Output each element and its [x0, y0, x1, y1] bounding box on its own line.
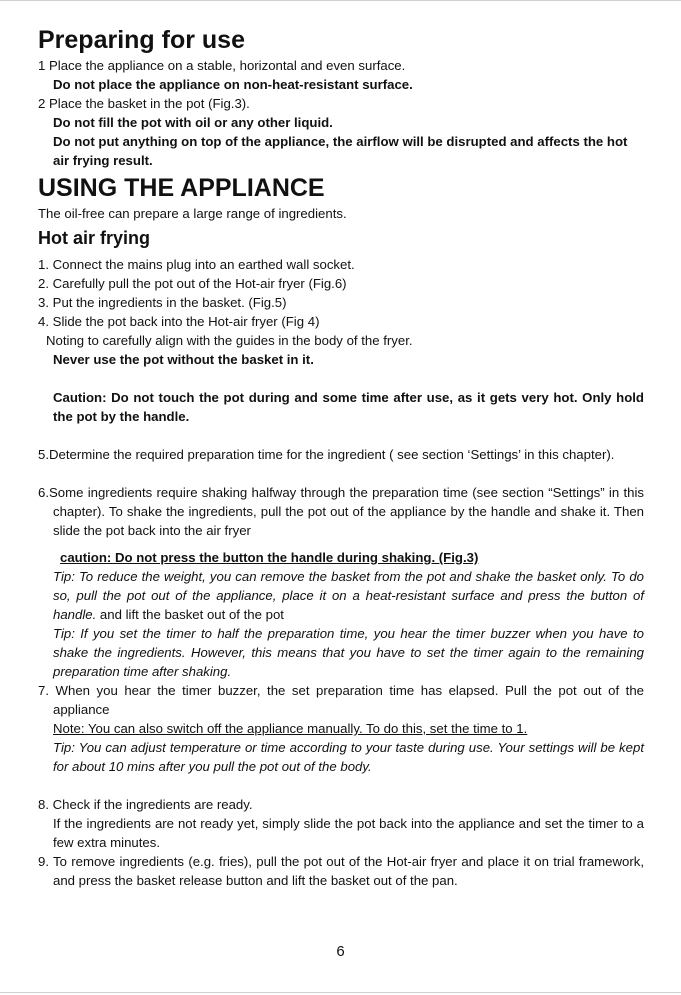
- tip-reduce-weight: [38, 567, 644, 624]
- prep-step-2: 2 Place the basket in the pot (Fig.3).: [38, 96, 250, 111]
- tip-reduce-weight-rest: and lift the basket out of the pot: [96, 607, 284, 622]
- page-top-border: [0, 0, 681, 1]
- step-4: 4. Slide the pot back into the Hot-air fryer (Fig 4): [38, 314, 320, 329]
- intro-text: The oil-free can prepare a large range of ingredients.: [38, 206, 347, 221]
- tip-reduce-weight-italic: Tip: To reduce the weight, you can remove the basket from the pot and shake the basket only. To do so, pull the pot out of the appliance, place it on a heat-resistant surface and press the button of handle.: [53, 569, 644, 622]
- step-2: 2. Carefully pull the pot out of the Hot-air fryer (Fig.6): [38, 276, 347, 291]
- tip-timer-half: Tip: If you set the timer to half the preparation time, you hear the timer buzzer when you have to shake the ingredients. However, this means that you have to set the timer again to the remaining preparation time after shaking.: [53, 626, 644, 679]
- step-5: 5.Determine the required preparation time for the ingredient ( see section ‘Settings’ in this chapter).: [38, 447, 615, 462]
- step-9: 9. To remove ingredients (e.g. fries), pull the pot out of the Hot-air fryer and place it on trial framework, and press the basket release button and lift the basket out of the pan.: [38, 854, 644, 888]
- spacer: [38, 426, 644, 445]
- step-7: 7. When you hear the timer buzzer, the set preparation time has elapsed. Pull the pot out of the appliance: [38, 683, 644, 717]
- heading-hot-air-frying: Hot air frying: [38, 228, 151, 248]
- page-bottom-border: [0, 992, 681, 993]
- step-4-warning: Never use the pot without the basket in it.: [53, 352, 314, 367]
- spacer: [38, 540, 644, 548]
- prep-step-2-warning-2: Do not put anything on top of the appliance, the airflow will be disrupted and affects the hot air frying result.: [53, 134, 628, 168]
- step-8: 8. Check if the ingredients are ready.: [38, 797, 253, 812]
- prep-step-2-warning-1: Do not fill the pot with oil or any other liquid.: [53, 115, 333, 130]
- spacer: [38, 776, 644, 795]
- spacer: [38, 369, 644, 388]
- tip-adjust-settings: Tip: You can adjust temperature or time according to your taste during use. Your settings will be kept for about 10 mins after you pull the pot out of the body.: [53, 740, 644, 774]
- prep-step-1-warning: Do not place the appliance on non-heat-resistant surface.: [53, 77, 413, 92]
- step-6: 6.Some ingredients require shaking halfway through the preparation time (see section “Settings” in this chapter). To shake the ingredients, pull the pot out of the appliance by the handle and shake it. Then slide the pot back into the air fryer: [38, 485, 644, 538]
- page-content: [38, 24, 644, 890]
- step-1: 1. Connect the mains plug into an earthed wall socket.: [38, 257, 355, 272]
- spacer: [38, 464, 644, 483]
- step-8-detail: If the ingredients are not ready yet, simply slide the pot back into the appliance and set the timer to a few extra minutes.: [53, 816, 644, 850]
- step-4-note: Noting to carefully align with the guides in the body of the fryer.: [46, 333, 413, 348]
- caution-shaking: caution: Do not press the button the handle during shaking. (Fig.3): [60, 550, 479, 565]
- page-number: 6: [336, 943, 345, 960]
- step-3: 3. Put the ingredients in the basket. (Fig.5): [38, 295, 287, 310]
- prep-step-1: 1 Place the appliance on a stable, horizontal and even surface.: [38, 58, 406, 73]
- caution-hot-pot: Caution: Do not touch the pot during and some time after use, as it gets very hot. Only hold the pot by the handle.: [53, 390, 644, 424]
- heading-using-the-appliance: USING THE APPLIANCE: [38, 174, 325, 202]
- step-7-note: Note: You can also switch off the appliance manually. To do this, set the time to 1.: [53, 721, 528, 736]
- heading-preparing-for-use: Preparing for use: [38, 26, 245, 54]
